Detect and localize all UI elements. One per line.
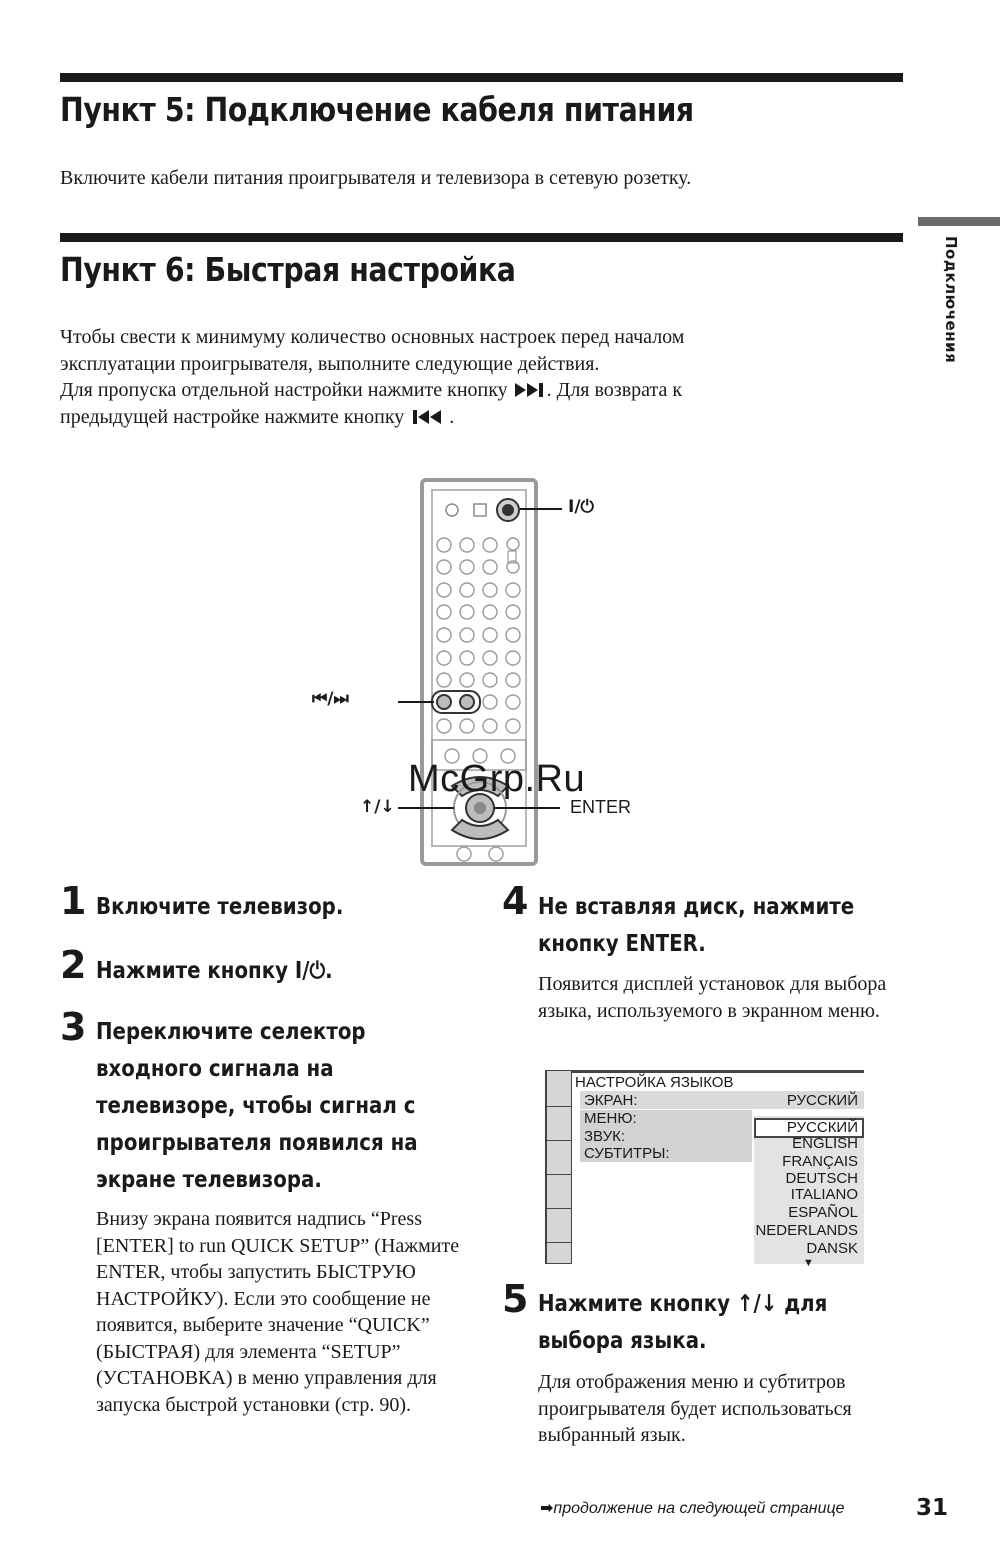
skip-callout-line <box>398 701 434 703</box>
step-number: 2 <box>60 943 87 987</box>
page-number: 31 <box>916 1495 949 1521</box>
step-title: Не вставляя диск, нажмите кнопку ENTER. <box>538 894 855 957</box>
scroll-down-icon: ▼ <box>803 1257 814 1269</box>
previous-track-icon <box>409 409 449 425</box>
menu-top-border <box>572 1070 864 1073</box>
step-number: 5 <box>502 1277 529 1321</box>
arrow-right-icon: ➡ <box>540 1500 554 1517</box>
menu-icon-bar <box>546 1070 572 1108</box>
menu-icon-bar <box>546 1208 572 1244</box>
language-option[interactable]: DANSK <box>806 1240 858 1257</box>
language-setup-menu <box>545 1070 864 1269</box>
language-option[interactable]: РУССКИЙ <box>786 1119 858 1136</box>
language-option[interactable]: DEUTSCH <box>785 1170 858 1187</box>
step-number: 4 <box>502 879 529 923</box>
step-body: Появится дисплей установок для выбора языка, используемого в экранном меню. <box>538 973 887 1022</box>
intro-line <box>60 377 860 404</box>
step-body: Для отображения меню и субтитров проигрывателя будет использоваться выбранный язык. <box>538 1371 852 1446</box>
side-tab-label: Подключения <box>942 236 960 364</box>
menu-title: НАСТРОЙКА ЯЗЫКОВ <box>575 1074 734 1091</box>
menu-row-label: МЕНЮ: <box>584 1110 637 1127</box>
intro-text: . <box>449 405 455 428</box>
step-number: 1 <box>60 879 87 923</box>
intro-line: эксплуатации проигрывателя, выполните следующие действия. <box>60 352 600 375</box>
power-label: I/⏻ <box>568 497 594 517</box>
continued-note <box>540 1498 845 1518</box>
step-body: Внизу экрана появится надпись “Press [ENTER] to run QUICK SETUP” (Нажмите ENTER, чтобы запустить БЫСТРУЮ НАСТРОЙКУ). Если это сообщение не появится, выберите значение “QUICK” (БЫСТРАЯ) для элемента “SETUP” (УСТАНОВКА) в меню управления для запуска быстрой установки (стр. 90). <box>96 1208 460 1416</box>
watermark-text: McGrp.Ru <box>408 758 586 800</box>
power-callout-line <box>520 508 562 510</box>
menu-icon-bar <box>546 1174 572 1210</box>
continued-text: продолжение на следующей странице <box>553 1500 845 1517</box>
language-option[interactable]: ITALIANO <box>790 1186 858 1203</box>
section6-title: Пункт 6: Быстрая настройка <box>60 250 516 289</box>
menu-icon-bar <box>546 1140 572 1176</box>
step-title: Включите телевизор. <box>96 894 344 920</box>
enter-label: ENTER <box>570 797 632 817</box>
menu-icon-bar <box>546 1242 572 1264</box>
side-tab-marker <box>918 217 1000 226</box>
intro-line <box>60 404 860 431</box>
menu-row-label: ЭКРАН: <box>584 1092 638 1109</box>
menu-row-label: ЗВУК: <box>584 1128 626 1145</box>
step-title: Нажмите кнопку I/⏻. <box>96 958 333 984</box>
intro-text: . Для возврата к <box>546 379 683 401</box>
menu-row-label: СУБТИТРЫ: <box>584 1145 670 1162</box>
step-title: Переключите селектор входного сигнала на телевизоре, чтобы сигнал с проигрывателя появился на экране телевизора. <box>96 1019 418 1193</box>
enter-callout-line <box>494 807 560 809</box>
intro-text: предыдущей настройке нажмите кнопку <box>60 405 405 428</box>
intro-text: Для пропуска отдельной настройки нажмите кнопку <box>60 379 508 401</box>
menu-icon-bar <box>546 1106 572 1142</box>
language-option[interactable]: NEDERLANDS <box>755 1222 858 1239</box>
section6-rule <box>60 233 903 242</box>
arrows-callout-line <box>398 807 454 809</box>
language-option[interactable]: ENGLISH <box>792 1135 858 1152</box>
language-option[interactable]: FRANÇAIS <box>782 1153 858 1170</box>
section5-rule <box>60 73 903 82</box>
next-track-icon <box>513 382 547 398</box>
step-number: 3 <box>60 1005 87 1049</box>
language-option[interactable]: ESPAÑOL <box>788 1204 858 1221</box>
skip-label: ⏮/⏭ <box>312 689 349 709</box>
menu-row-value: РУССКИЙ <box>786 1092 858 1109</box>
section5-title: Пункт 5: Подключение кабеля питания <box>60 90 694 129</box>
step-title: Нажмите кнопку ↑/↓ для выбора языка. <box>538 1291 828 1354</box>
arrows-label: ↑/↓ <box>360 797 395 817</box>
section6-intro <box>60 324 860 430</box>
section5-text: Включите кабели питания проигрывателя и телевизора в сетевую розетку. <box>60 167 692 189</box>
intro-line: Чтобы свести к минимуму количество основных настроек перед началом <box>60 326 685 348</box>
